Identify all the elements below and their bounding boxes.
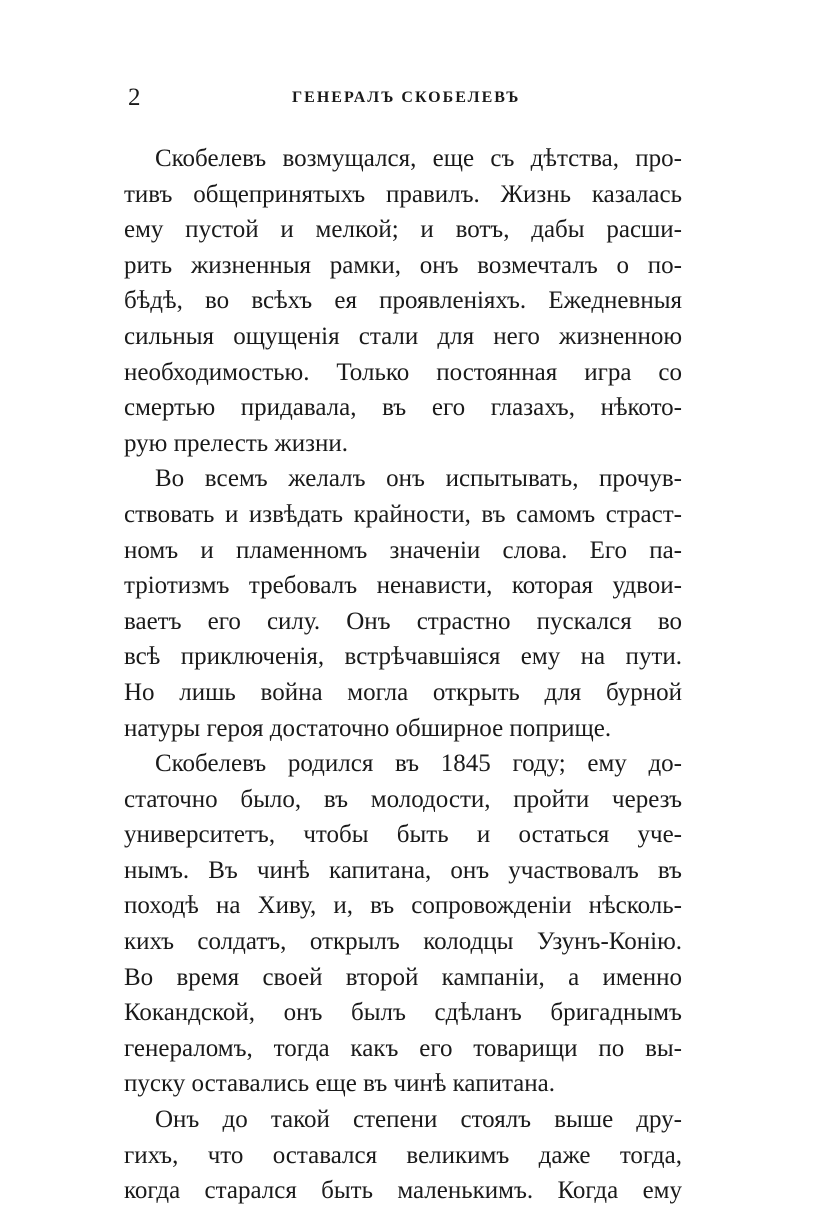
text-line: номъ и пламенномъ значенiи слова. Его па- [124,536,682,564]
paragraph [124,746,682,1102]
running-title: ГЕНЕРАЛЪ СКОБЕЛЕВЪ [292,89,521,106]
text-line: тивъ общепринятыхъ правилъ. Жизнь казалась [124,180,682,208]
text-line: походѣ на Хиву, и, въ сопровожденiи нѣсколь- [124,892,682,920]
body-text [124,141,682,1209]
text-line: смертью придавала, въ его глазахъ, нѣкото- [124,394,682,422]
text-line: бѣдѣ, во всѣхъ ея проявленiяхъ. Ежедневныя [124,287,682,315]
paragraph [124,461,682,746]
text-line: Во всемъ желалъ онъ испытывать, прочув- [155,465,682,493]
text-line: ваетъ его силу. Онъ страстно пускался во [124,607,682,635]
text-line: когда старался быть маленькимъ. Когда ему [124,1177,682,1205]
text-line: рить жизненныя рамки, онъ возмечталъ о по- [124,251,682,279]
paragraph [124,141,682,461]
text-line: университетъ, чтобы быть и остаться уче- [124,821,682,849]
text-line: сильныя ощущенiя стали для него жизненною [124,322,682,350]
text-line: натуры героя достаточно обширное поприще. [124,714,612,742]
paragraph [124,1102,682,1209]
text-line: ствовать и извѣдать крайности, въ самомъ страст- [124,500,682,528]
text-line: всѣ приключенiя, встрѣчавшiяся ему на пути. [124,643,682,671]
text-line: необходимостью. Только постоянная игра со [124,358,682,386]
text-line: нымъ. Въ чинѣ капитана, онъ участвовалъ въ [124,856,682,884]
page-header [128,83,680,113]
text-line: рую прелесть жизни. [124,429,348,457]
text-line: Скобелевъ родился въ 1845 году; ему до- [155,750,682,778]
text-line: трiотизмъ требовалъ ненависти, которая удвои- [124,572,682,600]
page-number: 2 [128,84,141,111]
text-line: Во время своей второй кампанiи, а именно [124,963,682,991]
text-line: ему пустой и мелкой; и вотъ, дабы расши- [124,216,682,244]
text-line: статочно было, въ молодости, пройти черезъ [124,785,682,813]
text-line: пуску оставались еще въ чинѣ капитана. [124,1070,556,1098]
text-line: Кокандской, онъ былъ сдѣланъ бригаднымъ [124,999,682,1027]
text-line: гихъ, что оставался великимъ даже тогда, [124,1141,682,1169]
text-line: Но лишь война могла открыть для бурной [124,678,682,706]
text-line: Скобелевъ возмущался, еще съ дѣтства, про- [155,145,682,172]
text-line: генераломъ, тогда какъ его товарищи по вы- [124,1034,682,1062]
text-line: Онъ до такой степени стоялъ выше дру- [155,1106,682,1134]
text-line: кихъ солдатъ, открылъ колодцы Узунъ-Конiю. [124,928,682,956]
